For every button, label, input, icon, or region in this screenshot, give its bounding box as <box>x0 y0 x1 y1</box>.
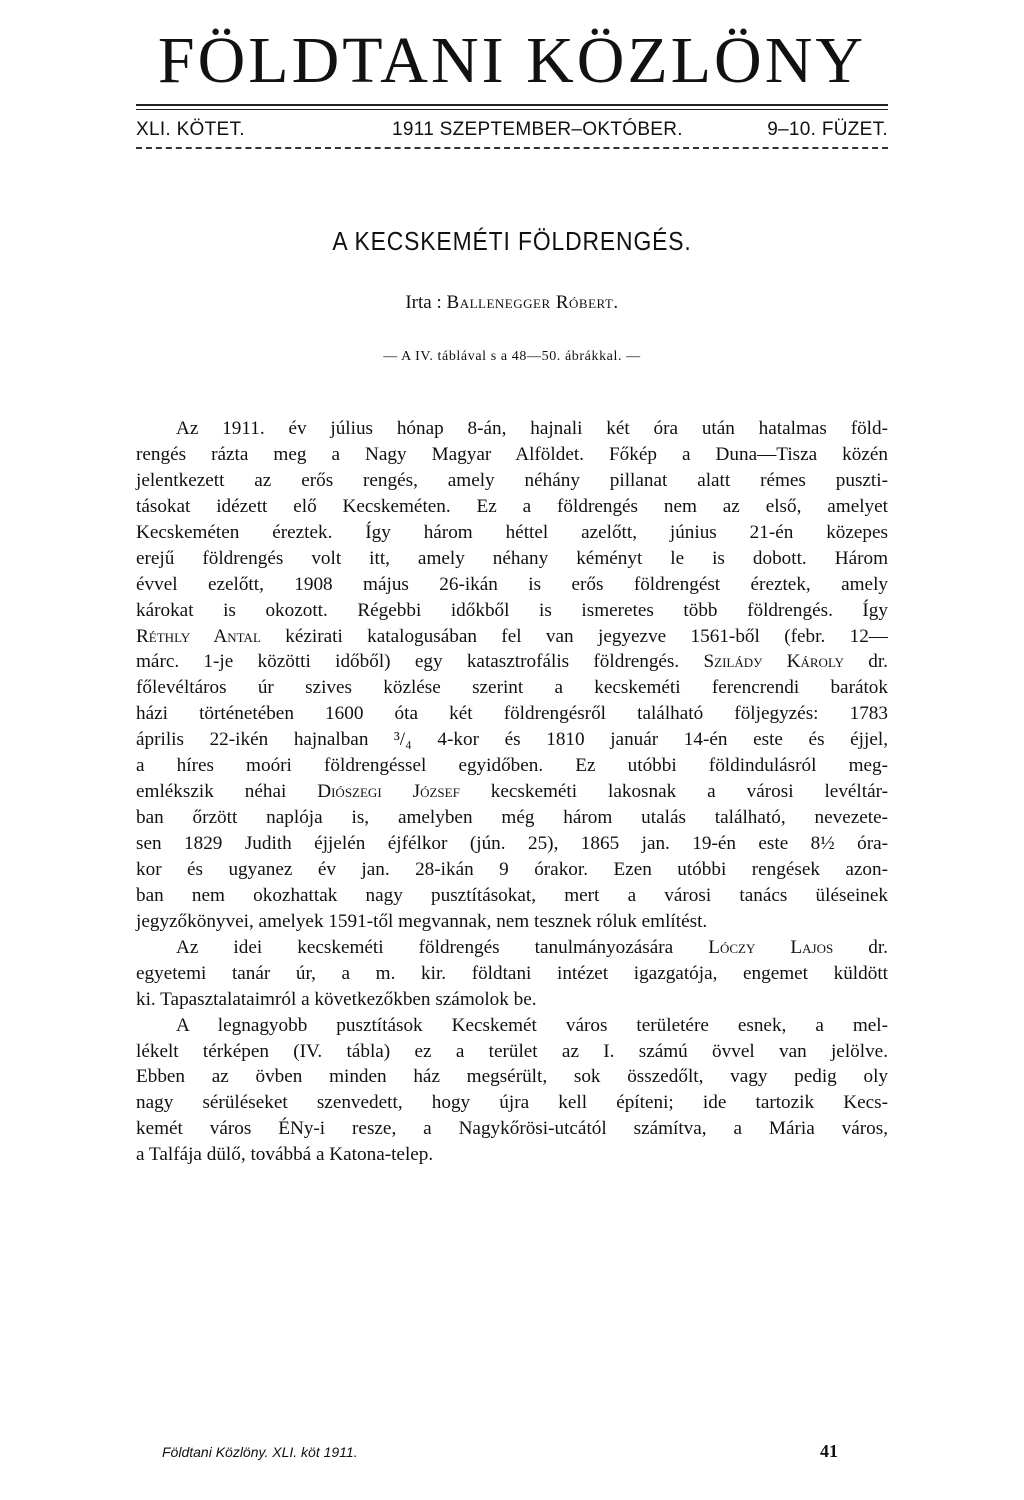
article-body <box>136 416 888 1168</box>
text-segment: kecskeméti lakosnak a városi levéltár- <box>459 781 889 803</box>
page-number: 41 <box>820 1441 838 1461</box>
text-segment: április 22-ikén hajnalban ³/₄ 4-kor és 1810 január 14-én este és éjjel, <box>136 729 888 751</box>
text-line <box>136 701 888 727</box>
text-segment: márc. 1-je közötti időből) egy katasztrofális földrengés. <box>136 651 704 673</box>
text-line <box>136 520 888 546</box>
text-line <box>136 494 888 520</box>
text-segment: nagy sérüléseket szenvedett, hogy újra kell építeni; ide tartozik Kecs- <box>136 1092 888 1114</box>
text-line <box>136 416 888 442</box>
text-line <box>136 1142 888 1168</box>
article-note: — A IV. táblával s a 48—50. ábrákkal. — <box>383 349 641 364</box>
text-segment: tásokat idézett elő Kecskeméten. Ez a földrengés nem az első, amelyet <box>136 495 888 517</box>
text-line <box>136 1116 888 1142</box>
text-segment: Az idei kecskeméti földrengés tanulmányozására <box>176 936 709 958</box>
text-segment: rengés rázta meg a Nagy Magyar Alföldet. Főkép a Duna—Tisza közén <box>136 443 888 465</box>
person-name: Diószegi József <box>317 781 460 803</box>
text-line <box>136 1064 888 1090</box>
text-line <box>136 649 888 675</box>
text-segment: lékelt térképen (IV. tábla) ez a terület az I. számú övvel van jelölve. <box>136 1040 888 1062</box>
byline-prefix: Irta : <box>405 292 442 313</box>
text-line <box>136 857 888 883</box>
person-name: Lóczy Lajos <box>708 936 834 958</box>
text-segment: a Talfája dülő, továbbá a Katona-telep. <box>136 1144 434 1166</box>
text-segment: Kecskeméten éreztek. Így három héttel azelőtt, június 21-én közepes <box>136 521 888 543</box>
text-line <box>136 805 888 831</box>
text-line <box>136 779 888 805</box>
header-rule-bottom <box>136 147 888 149</box>
text-segment: jelentkezett az erős rengés, amely néhány pillanat alatt rémes puszti- <box>136 469 888 491</box>
text-segment: dr. <box>843 651 888 673</box>
text-segment: Ebben az övben minden ház megsérült, sok összedőlt, vagy pedig oly <box>136 1066 888 1088</box>
text-segment: dr. <box>833 936 888 958</box>
text-line <box>136 1039 888 1065</box>
text-line <box>136 675 888 701</box>
text-line <box>136 598 888 624</box>
text-line <box>136 546 888 572</box>
text-line <box>136 883 888 909</box>
article-title: A KECSKEMÉTI FÖLDRENGÉS. <box>332 226 692 256</box>
text-line <box>136 987 888 1013</box>
text-line <box>136 468 888 494</box>
text-segment: egyetemi tanár úr, a m. kir. földtani intézet igazgatója, engemet küldött <box>136 962 888 984</box>
text-segment: ban nem okozhattak nagy pusztításokat, mert a városi tanács üléseinek <box>136 884 888 906</box>
volume-label: XLI. KÖTET. <box>136 119 245 140</box>
text-line <box>136 624 888 650</box>
text-segment: Az 1911. év július hónap 8-án, hajnali két óra után hatalmas föld- <box>176 418 888 439</box>
text-line <box>136 572 888 598</box>
text-segment: főlevéltáros úr szives közlése szerint a kecskeméti ferencrendi barátok <box>136 677 888 699</box>
text-segment: kor és ugyanez év jan. 28-ikán 9 órakor. Ezen utóbbi rengések azon- <box>136 858 888 880</box>
author-name: Ballenegger Róbert. <box>446 292 619 313</box>
footer-citation: Földtani Közlöny. XLI. köt 1911. <box>162 1444 358 1460</box>
text-line <box>136 753 888 779</box>
text-segment: kemét város ÉNy-i resze, a Nagykőrösi-utcától számítva, a Mária város, <box>136 1118 888 1140</box>
text-segment: sen 1829 Judith éjjelén éjfélkor (jún. 25), 1865 jan. 19-én este 8½ óra- <box>136 833 888 854</box>
text-segment: erejű földrengés volt itt, amely néhany kéményt le is dobott. Három <box>136 547 888 569</box>
text-line <box>136 442 888 468</box>
text-segment: ki. Tapasztalataimról a következőkben számolok be. <box>136 988 537 1010</box>
text-segment: A legnagyobb pusztítások Kecskemét város területére esnek, a mel- <box>176 1014 888 1036</box>
text-line <box>136 935 888 961</box>
text-line <box>136 727 888 753</box>
text-segment: jegyzőkönyvei, amelyek 1591-től megvannak, nem tesznek róluk említést. <box>136 910 708 932</box>
text-segment: a híres moóri földrengéssel egyidőben. Ez utóbbi földindulásról meg- <box>136 755 888 777</box>
issue-number: 9–10. FÜZET. <box>767 119 888 140</box>
issue-date: 1911 SZEPTEMBER–OKTÓBER. <box>392 119 683 140</box>
text-segment: házi történetében 1600 óta két földrengésről található följegyzés: 1783 <box>136 703 888 725</box>
person-name: Sziládу Károly <box>703 651 844 673</box>
text-segment: ban őrzött naplója is, amelyben még három utalás található, nevezete- <box>136 807 888 829</box>
header-rule-top-thin <box>136 109 888 110</box>
text-line <box>136 961 888 987</box>
byline <box>0 293 1024 312</box>
text-segment: károkat is okozott. Régebbi időkből is ismeretes több földrengés. Így <box>136 599 888 621</box>
text-segment: évvel ezelőtt, 1908 május 26-ikán is erős földrengést éreztek, amely <box>136 573 888 595</box>
text-segment: kézirati katalogusában fel van jegyezve 1561-ből (febr. 12— <box>260 625 888 647</box>
header-rule-top <box>136 104 888 106</box>
person-name: Réthly Antal <box>136 625 261 647</box>
text-segment: emlékszik néhai <box>136 781 318 803</box>
text-line <box>136 831 888 857</box>
text-line <box>136 909 888 935</box>
text-line <box>136 1090 888 1116</box>
journal-title: FÖLDTANI KÖZLÖNY <box>157 24 867 97</box>
text-line <box>136 1013 888 1039</box>
